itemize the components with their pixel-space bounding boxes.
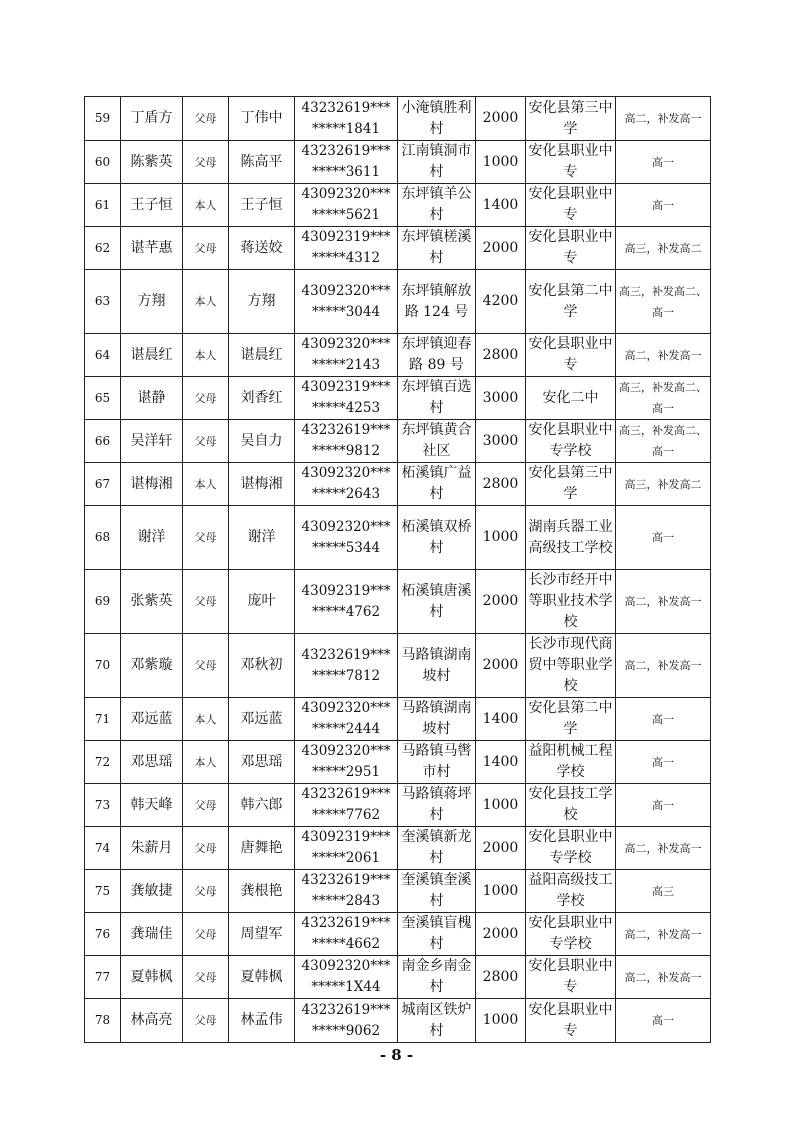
guardian-name: 韩六郎: [229, 784, 295, 827]
guardian-name: 林孟伟: [229, 999, 295, 1043]
table-row: [85, 956, 711, 999]
relation: 父母: [183, 634, 229, 698]
table-row: [85, 463, 711, 506]
amount: 1000: [476, 870, 526, 913]
guardian-name: 蒋送姣: [229, 227, 295, 270]
address: 东坪镇解放路 124 号: [398, 270, 476, 334]
amount: 1000: [476, 784, 526, 827]
grade: 高三，补发高二、高一: [616, 377, 711, 420]
address: 江南镇洞市村: [398, 141, 476, 184]
row-number: 65: [85, 377, 121, 420]
id-number: 43232619*** *****1841: [295, 97, 398, 141]
relation: 本人: [183, 463, 229, 506]
table-row: [85, 698, 711, 741]
amount: 2800: [476, 334, 526, 377]
amount: 1000: [476, 141, 526, 184]
school: 长沙市经开中等职业技术学校: [526, 570, 616, 634]
guardian-name: 唐舞艳: [229, 827, 295, 870]
relation: 父母: [183, 420, 229, 463]
grade: 高三，补发高二、高一: [616, 420, 711, 463]
id-number: 43232619*** *****9812: [295, 420, 398, 463]
relation: 父母: [183, 827, 229, 870]
grade: 高二，补发高一: [616, 334, 711, 377]
grade: 高二，补发高一: [616, 827, 711, 870]
address: 南金乡南金村: [398, 956, 476, 999]
school: 安化县第二中学: [526, 270, 616, 334]
id-number: 43092320*** *****5344: [295, 506, 398, 570]
student-name: 谌梅湘: [121, 463, 183, 506]
school: 安化二中: [526, 377, 616, 420]
grade: 高一: [616, 506, 711, 570]
row-number: 78: [85, 999, 121, 1043]
school: 湖南兵器工业高级技工学校: [526, 506, 616, 570]
row-number: 74: [85, 827, 121, 870]
guardian-name: 夏韩枫: [229, 956, 295, 999]
school: 长沙市现代商贸中等职业学校: [526, 634, 616, 698]
table-row: [85, 999, 711, 1043]
table-row: [85, 784, 711, 827]
amount: 2800: [476, 463, 526, 506]
id-number: 43092320*** *****2444: [295, 698, 398, 741]
grade: 高一: [616, 141, 711, 184]
id-number: 43232619*** *****7812: [295, 634, 398, 698]
id-number: 43232619*** *****3611: [295, 141, 398, 184]
school: 安化县职业中专学校: [526, 913, 616, 956]
school: 安化县第三中学: [526, 97, 616, 141]
row-number: 61: [85, 184, 121, 227]
school: 益阳高级技工学校: [526, 870, 616, 913]
guardian-name: 王子恒: [229, 184, 295, 227]
relation: 父母: [183, 227, 229, 270]
relation: 父母: [183, 506, 229, 570]
grade: 高二，补发高一: [616, 913, 711, 956]
student-name: 龚敏捷: [121, 870, 183, 913]
student-name: 邓紫璇: [121, 634, 183, 698]
row-number: 67: [85, 463, 121, 506]
table-row: [85, 913, 711, 956]
student-name: 丁盾方: [121, 97, 183, 141]
relation: 父母: [183, 141, 229, 184]
table-row: [85, 227, 711, 270]
relation: 父母: [183, 377, 229, 420]
table-row: [85, 377, 711, 420]
relation: 父母: [183, 913, 229, 956]
guardian-name: 谌梅湘: [229, 463, 295, 506]
guardian-name: 邓秋初: [229, 634, 295, 698]
id-number: 43092319*** *****4762: [295, 570, 398, 634]
grade: 高三，补发高二、高一: [616, 270, 711, 334]
grade: 高一: [616, 999, 711, 1043]
id-number: 43092320*** *****3044: [295, 270, 398, 334]
amount: 1400: [476, 698, 526, 741]
amount: 2000: [476, 97, 526, 141]
student-name: 韩天峰: [121, 784, 183, 827]
guardian-name: 吴自力: [229, 420, 295, 463]
address: 柘溪镇唐溪村: [398, 570, 476, 634]
grade: 高二，补发高一: [616, 570, 711, 634]
amount: 3000: [476, 420, 526, 463]
grade: 高一: [616, 184, 711, 227]
guardian-name: 谢洋: [229, 506, 295, 570]
student-name: 王子恒: [121, 184, 183, 227]
table-row: [85, 634, 711, 698]
relation: 本人: [183, 184, 229, 227]
address: 柘溪镇双桥村: [398, 506, 476, 570]
address: 城南区铁炉村: [398, 999, 476, 1043]
address: 东坪镇迎春路 89 号: [398, 334, 476, 377]
table-row: [85, 827, 711, 870]
amount: 1400: [476, 741, 526, 784]
table-row: [85, 420, 711, 463]
school: 安化县职业中专: [526, 184, 616, 227]
address: 东坪镇槎溪村: [398, 227, 476, 270]
relation: 父母: [183, 956, 229, 999]
amount: 2000: [476, 227, 526, 270]
row-number: 76: [85, 913, 121, 956]
student-name: 吴洋轩: [121, 420, 183, 463]
row-number: 60: [85, 141, 121, 184]
id-number: 43092320*** *****2643: [295, 463, 398, 506]
school: 安化县职业中专学校: [526, 827, 616, 870]
relation: 本人: [183, 270, 229, 334]
guardian-name: 丁伟中: [229, 97, 295, 141]
guardian-name: 方翔: [229, 270, 295, 334]
id-number: 43092320*** *****2143: [295, 334, 398, 377]
address: 马路镇湖南坡村: [398, 634, 476, 698]
id-number: 43092319*** *****4312: [295, 227, 398, 270]
guardian-name: 刘香红: [229, 377, 295, 420]
id-number: 43092319*** *****4253: [295, 377, 398, 420]
student-name: 张紫英: [121, 570, 183, 634]
table-row: [85, 97, 711, 141]
id-number: 43232619*** *****9062: [295, 999, 398, 1043]
address: 马路镇马辔市村: [398, 741, 476, 784]
school: 安化县职业中专: [526, 141, 616, 184]
row-number: 75: [85, 870, 121, 913]
relation: 父母: [183, 999, 229, 1043]
address: 奎溪镇奎溪村: [398, 870, 476, 913]
row-number: 62: [85, 227, 121, 270]
address: 东坪镇黄合社区: [398, 420, 476, 463]
row-number: 64: [85, 334, 121, 377]
table-row: [85, 270, 711, 334]
relation: 父母: [183, 784, 229, 827]
school: 安化县职业中专学校: [526, 420, 616, 463]
table-row: [85, 141, 711, 184]
row-number: 63: [85, 270, 121, 334]
address: 奎溪镇新龙村: [398, 827, 476, 870]
student-name: 龚瑞佳: [121, 913, 183, 956]
table-row: [85, 570, 711, 634]
address: 小淹镇胜利村: [398, 97, 476, 141]
amount: 1000: [476, 506, 526, 570]
id-number: 43232619*** *****2843: [295, 870, 398, 913]
student-name: 林高亮: [121, 999, 183, 1043]
amount: 2000: [476, 570, 526, 634]
guardian-name: 庞叶: [229, 570, 295, 634]
address: 东坪镇百选村: [398, 377, 476, 420]
page-number: - 8 -: [379, 1046, 414, 1064]
subsidy-table: [84, 96, 711, 1043]
grade: 高一: [616, 784, 711, 827]
amount: 1000: [476, 999, 526, 1043]
row-number: 66: [85, 420, 121, 463]
school: 安化县第二中学: [526, 698, 616, 741]
id-number: 43232619*** *****4662: [295, 913, 398, 956]
table-row: [85, 741, 711, 784]
grade: 高二，补发高一: [616, 956, 711, 999]
grade: 高三: [616, 870, 711, 913]
address: 奎溪镇盲槐村: [398, 913, 476, 956]
student-name: 谌晨红: [121, 334, 183, 377]
row-number: 69: [85, 570, 121, 634]
relation: 父母: [183, 870, 229, 913]
table-row: [85, 506, 711, 570]
address: 马路镇蒋坪村: [398, 784, 476, 827]
grade: 高三，补发高二: [616, 227, 711, 270]
student-name: 谌芊惠: [121, 227, 183, 270]
school: 安化县第三中学: [526, 463, 616, 506]
student-name: 朱薪月: [121, 827, 183, 870]
table-row: [85, 334, 711, 377]
student-name: 邓远蓝: [121, 698, 183, 741]
row-number: 59: [85, 97, 121, 141]
relation: 父母: [183, 570, 229, 634]
guardian-name: 周望军: [229, 913, 295, 956]
id-number: 43092320*** *****5621: [295, 184, 398, 227]
student-name: 陈紫英: [121, 141, 183, 184]
guardian-name: 邓思瑶: [229, 741, 295, 784]
grade: 高三，补发高二: [616, 463, 711, 506]
school: 安化县职业中专: [526, 227, 616, 270]
row-number: 77: [85, 956, 121, 999]
guardian-name: 谌晨红: [229, 334, 295, 377]
grade: 高二，补发高一: [616, 97, 711, 141]
id-number: 43092320*** *****2951: [295, 741, 398, 784]
address: 东坪镇羊公村: [398, 184, 476, 227]
guardian-name: 龚根艳: [229, 870, 295, 913]
row-number: 73: [85, 784, 121, 827]
address: 马路镇湖南坡村: [398, 698, 476, 741]
grade: 高一: [616, 698, 711, 741]
amount: 2000: [476, 827, 526, 870]
amount: 2000: [476, 913, 526, 956]
student-name: 谢洋: [121, 506, 183, 570]
grade: 高二，补发高一: [616, 634, 711, 698]
school: 安化县职业中专: [526, 334, 616, 377]
amount: 4200: [476, 270, 526, 334]
id-number: 43092320*** *****1X44: [295, 956, 398, 999]
id-number: 43092319*** *****2061: [295, 827, 398, 870]
amount: 3000: [476, 377, 526, 420]
school: 安化县职业中专: [526, 956, 616, 999]
id-number: 43232619*** *****7762: [295, 784, 398, 827]
table-row: [85, 184, 711, 227]
amount: 1400: [476, 184, 526, 227]
relation: 本人: [183, 698, 229, 741]
relation: 父母: [183, 97, 229, 141]
row-number: 68: [85, 506, 121, 570]
guardian-name: 陈高平: [229, 141, 295, 184]
student-name: 谌静: [121, 377, 183, 420]
table-body: [85, 97, 711, 1043]
table-row: [85, 870, 711, 913]
row-number: 72: [85, 741, 121, 784]
amount: 2800: [476, 956, 526, 999]
relation: 本人: [183, 334, 229, 377]
school: 安化县职业中专: [526, 999, 616, 1043]
guardian-name: 邓远蓝: [229, 698, 295, 741]
grade: 高一: [616, 741, 711, 784]
student-name: 方翔: [121, 270, 183, 334]
row-number: 70: [85, 634, 121, 698]
student-name: 邓思瑶: [121, 741, 183, 784]
school: 安化县技工学校: [526, 784, 616, 827]
row-number: 71: [85, 698, 121, 741]
amount: 2000: [476, 634, 526, 698]
relation: 本人: [183, 741, 229, 784]
address: 柘溪镇广益村: [398, 463, 476, 506]
school: 益阳机械工程学校: [526, 741, 616, 784]
student-name: 夏韩枫: [121, 956, 183, 999]
